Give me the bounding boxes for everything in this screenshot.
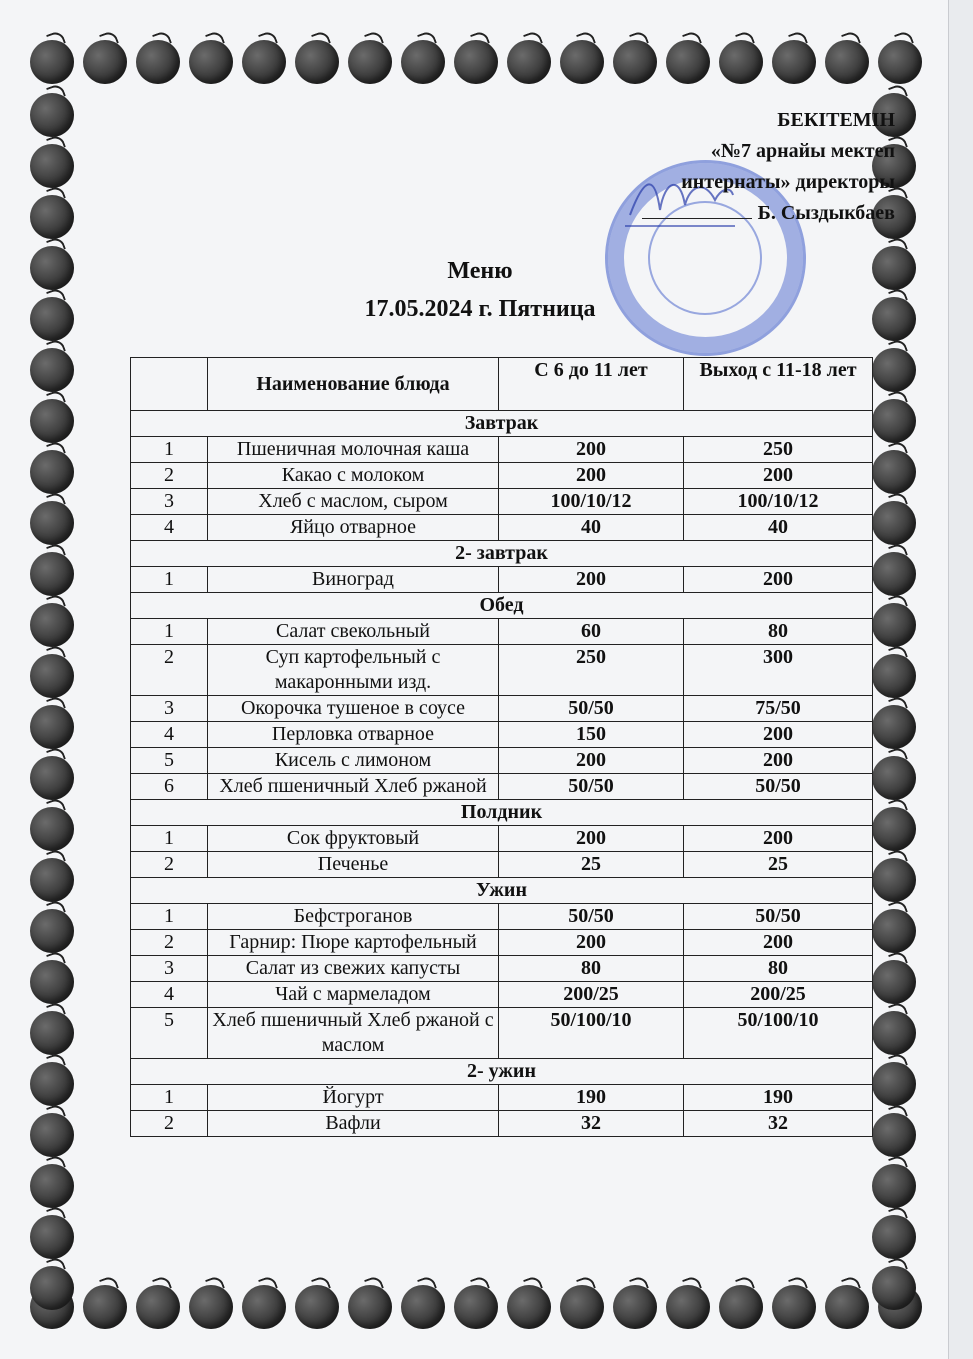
table-row [131,748,873,774]
portion-6-11: 200 [499,463,684,489]
portion-11-18: 300 [684,645,873,696]
apple-icon [872,1011,916,1055]
apple-icon [872,1266,916,1310]
portion-11-18: 80 [684,956,873,982]
portion-11-18: 50/50 [684,904,873,930]
approval-line-1: БЕКІТЕМІН [777,109,895,131]
section-title: Полдник [131,800,873,826]
apple-icon [189,1285,233,1329]
apple-icon [719,40,763,84]
row-number: 4 [131,982,208,1008]
apple-icon [507,1285,551,1329]
apple-icon [872,807,916,851]
table-header-row [131,358,873,411]
apple-icon [872,858,916,902]
row-number: 1 [131,904,208,930]
apple-icon [872,705,916,749]
section-row [131,800,873,826]
portion-11-18: 100/10/12 [684,489,873,515]
apple-icon [872,654,916,698]
apple-icon [30,195,74,239]
apple-icon [872,909,916,953]
apple-icon [30,1266,74,1310]
apple-icon [30,144,74,188]
table-row [131,1111,873,1137]
table-row [131,904,873,930]
apple-icon [872,501,916,545]
dish-name: Вафли [208,1111,499,1137]
dish-name: Хлеб пшеничный Хлеб ржаной с маслом [208,1008,499,1059]
apple-icon [30,807,74,851]
header-number [131,358,208,411]
apple-icon [872,450,916,494]
approval-line-3: интернаты» директоры [681,171,895,193]
apple-icon [872,603,916,647]
apple-icon [772,40,816,84]
row-number: 3 [131,956,208,982]
table-row [131,645,873,696]
section-title: Ужин [131,878,873,904]
portion-11-18: 40 [684,515,873,541]
apple-icon [401,1285,445,1329]
apple-icon [295,1285,339,1329]
apple-icon [872,348,916,392]
apple-icon [872,1164,916,1208]
section-row [131,541,873,567]
approval-line-2: «№7 арнайы мектеп [710,140,895,162]
dish-name: Перловка отварное [208,722,499,748]
apple-icon [666,1285,710,1329]
portion-11-18: 200 [684,722,873,748]
apple-icon [30,1113,74,1157]
portion-11-18: 32 [684,1111,873,1137]
portion-6-11: 40 [499,515,684,541]
table-row [131,567,873,593]
portion-6-11: 200 [499,930,684,956]
portion-6-11: 50/50 [499,774,684,800]
apple-icon [872,756,916,800]
apple-icon [30,1062,74,1106]
row-number: 1 [131,826,208,852]
portion-11-18: 50/50 [684,774,873,800]
portion-6-11: 150 [499,722,684,748]
dish-name: Йогурт [208,1085,499,1111]
apple-icon [772,1285,816,1329]
director-name: Б. Сыздыкбаев [757,202,895,224]
dish-name: Кисель с лимоном [208,748,499,774]
apple-icon [872,399,916,443]
portion-6-11: 32 [499,1111,684,1137]
table-row [131,515,873,541]
portion-11-18: 250 [684,437,873,463]
table-row [131,982,873,1008]
dish-name: Пшеничная молочная каша [208,437,499,463]
apple-icon [401,40,445,84]
apple-icon [872,960,916,1004]
row-number: 2 [131,852,208,878]
portion-6-11: 190 [499,1085,684,1111]
apple-icon [878,40,922,84]
section-title: Завтрак [131,411,873,437]
dish-name: Чай с мармеладом [208,982,499,1008]
apple-icon [825,1285,869,1329]
apple-icon [83,40,127,84]
row-number: 2 [131,1111,208,1137]
row-number: 1 [131,619,208,645]
apple-icon [30,348,74,392]
table-row [131,722,873,748]
apple-icon [30,40,74,84]
portion-11-18: 200 [684,826,873,852]
table-row [131,956,873,982]
dish-name: Сок фруктовый [208,826,499,852]
apple-icon [454,1285,498,1329]
apple-icon [348,1285,392,1329]
header-age-11-18: Выход с 11-18 лет [684,358,873,411]
portion-11-18: 190 [684,1085,873,1111]
apple-icon [30,1215,74,1259]
apple-icon [348,40,392,84]
portion-6-11: 80 [499,956,684,982]
table-row [131,852,873,878]
table-row [131,489,873,515]
portion-11-18: 200 [684,567,873,593]
menu-title: Меню [447,258,513,284]
dish-name: Яйцо отварное [208,515,499,541]
section-row [131,411,873,437]
apple-icon [30,450,74,494]
dish-name: Виноград [208,567,499,593]
apple-icon [666,40,710,84]
apple-icon [189,40,233,84]
section-title: 2- ужин [131,1059,873,1085]
apple-icon [30,93,74,137]
background-sheet [948,0,973,1359]
apple-icon [560,40,604,84]
portion-6-11: 50/100/10 [499,1008,684,1059]
section-row [131,878,873,904]
table-row [131,463,873,489]
apple-icon [295,40,339,84]
portion-6-11: 200 [499,748,684,774]
dish-name: Какао с молоком [208,463,499,489]
table-row [131,826,873,852]
row-number: 2 [131,645,208,696]
portion-6-11: 200/25 [499,982,684,1008]
header-dish: Наименование блюда [208,358,499,411]
portion-11-18: 50/100/10 [684,1008,873,1059]
portion-6-11: 200 [499,826,684,852]
apple-icon [136,40,180,84]
portion-11-18: 75/50 [684,696,873,722]
header-age-6-11: С 6 до 11 лет [499,358,684,411]
apple-icon [242,40,286,84]
section-title: Обед [131,593,873,619]
apple-icon [30,756,74,800]
apple-icon [872,1215,916,1259]
row-number: 4 [131,722,208,748]
apple-icon [30,858,74,902]
row-number: 6 [131,774,208,800]
section-title: 2- завтрак [131,541,873,567]
apple-icon [83,1285,127,1329]
portion-6-11: 25 [499,852,684,878]
portion-6-11: 100/10/12 [499,489,684,515]
dish-name: Салат из свежих капусты [208,956,499,982]
dish-name: Гарнир: Пюре картофельный [208,930,499,956]
table-row [131,930,873,956]
dish-name: Бефстроганов [208,904,499,930]
apple-icon [242,1285,286,1329]
row-number: 1 [131,567,208,593]
apple-icon [613,40,657,84]
table-row [131,774,873,800]
apple-icon [30,654,74,698]
table-row [131,619,873,645]
apple-icon [30,399,74,443]
dish-name: Суп картофельный с макаронными изд. [208,645,499,696]
portion-6-11: 60 [499,619,684,645]
dish-name: Печенье [208,852,499,878]
row-number: 2 [131,930,208,956]
portion-11-18: 200 [684,463,873,489]
apple-icon [872,552,916,596]
portion-11-18: 200 [684,748,873,774]
table-row [131,696,873,722]
table-row [131,1085,873,1111]
portion-6-11: 200 [499,567,684,593]
apple-icon [872,1062,916,1106]
apple-icon [30,960,74,1004]
apple-icon [30,552,74,596]
apple-icon [872,1113,916,1157]
portion-6-11: 250 [499,645,684,696]
portion-11-18: 200 [684,930,873,956]
table-row [131,1008,873,1059]
portion-11-18: 80 [684,619,873,645]
menu-date: 17.05.2024 г. Пятница [364,296,596,322]
apple-icon [30,1011,74,1055]
dish-name: Хлеб пшеничный Хлеб ржаной [208,774,499,800]
section-row [131,1059,873,1085]
dish-name: Хлеб с маслом, сыром [208,489,499,515]
portion-6-11: 50/50 [499,696,684,722]
apple-icon [30,909,74,953]
approval-line-4 [642,198,895,229]
apple-icon [507,40,551,84]
apple-icon [825,40,869,84]
portion-11-18: 25 [684,852,873,878]
row-number: 1 [131,1085,208,1111]
apple-icon [454,40,498,84]
apple-icon [560,1285,604,1329]
portion-6-11: 50/50 [499,904,684,930]
portion-11-18: 200/25 [684,982,873,1008]
apple-icon [613,1285,657,1329]
apple-icon [30,501,74,545]
row-number: 2 [131,463,208,489]
approval-block [642,105,895,229]
apple-icon [719,1285,763,1329]
apple-icon [30,603,74,647]
row-number: 1 [131,437,208,463]
row-number: 5 [131,748,208,774]
row-number: 5 [131,1008,208,1059]
section-row [131,593,873,619]
apple-icon [136,1285,180,1329]
table-row [131,437,873,463]
menu-table [130,357,873,1137]
dish-name: Салат свекольный [208,619,499,645]
apple-icon [30,705,74,749]
apple-icon [30,1164,74,1208]
row-number: 3 [131,489,208,515]
dish-name: Окорочка тушеное в соусе [208,696,499,722]
row-number: 4 [131,515,208,541]
portion-6-11: 200 [499,437,684,463]
row-number: 3 [131,696,208,722]
